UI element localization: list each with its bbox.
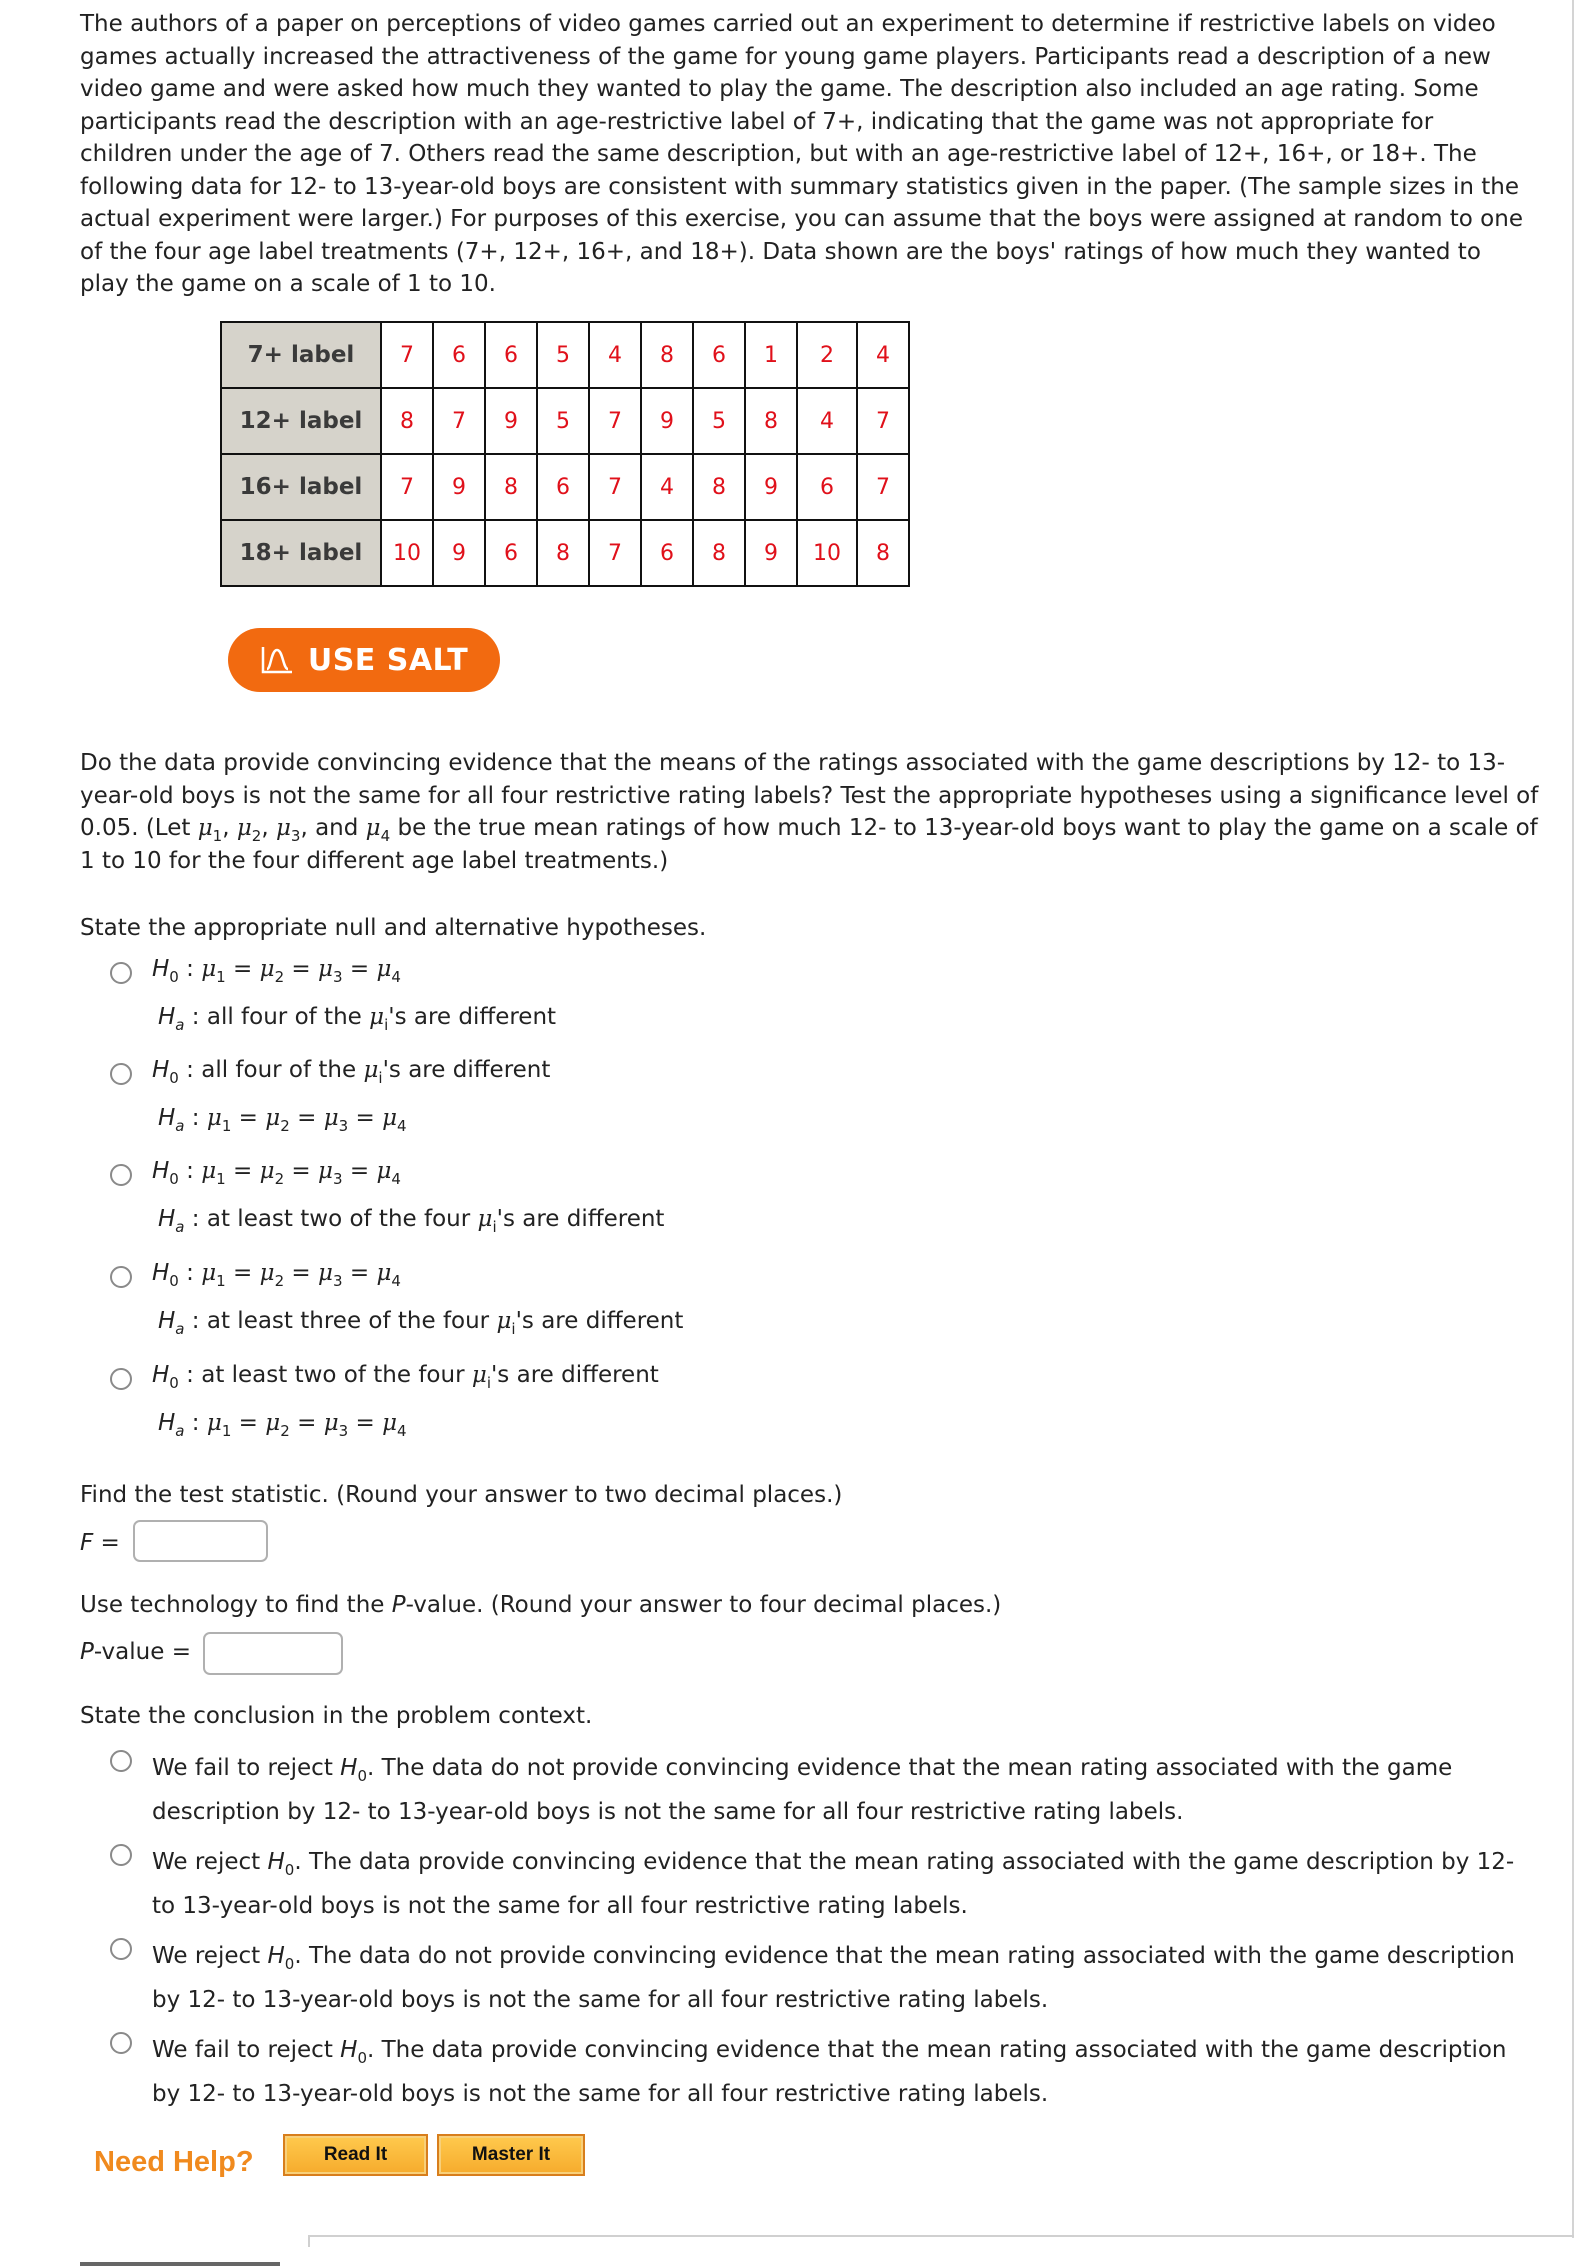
conclusion-prompt: State the conclusion in the problem context.: [80, 1703, 593, 1729]
table-cell: 6: [797, 454, 857, 520]
h0-text: at least two of the four: [201, 1362, 465, 1388]
table-cell: 8: [693, 520, 745, 586]
row-label: 16+ label: [221, 454, 381, 520]
p-prompt-p: P: [391, 1592, 406, 1618]
radio-button[interactable]: [110, 1164, 132, 1186]
table-cell: 9: [745, 454, 797, 520]
h0-line: $H_0$ : $\mu_1 = \mu_2 = \mu_3 = \mu_4$: [152, 1260, 401, 1290]
table-cell: 7: [381, 454, 433, 520]
p-prompt-pre: Use technology to find the: [80, 1592, 392, 1618]
conclusion-text: We fail to reject $H_0$. The data do not provide convincing evidence that the mean rating associated with the game description by 12- to 13-year-old boys is not the same for all four restrictive rating labels.: [152, 1755, 1453, 1825]
table-cell: 4: [641, 454, 693, 520]
table-cell: 8: [745, 388, 797, 454]
h0-text-end: 's are different: [382, 1057, 551, 1083]
ha-text: at least two of the four: [206, 1206, 471, 1232]
table-cell: 6: [693, 322, 745, 388]
ha-line: $H_a$ : at least three of the four $\mu_i's$ are different: [158, 1308, 684, 1338]
p-value-input[interactable]: [203, 1632, 343, 1675]
use-salt-label: USE SALT: [307, 642, 469, 678]
radio-button[interactable]: [110, 1844, 132, 1866]
table-row: [221, 388, 909, 454]
ha-text-end: 's are different: [496, 1206, 665, 1232]
line1: . The data do not provide convincing evidence that the mean rating associated with the game description: [294, 1943, 1515, 1969]
table-cell: 6: [537, 454, 589, 520]
p-label-rest: -value =: [93, 1639, 191, 1665]
radio-button[interactable]: [110, 1368, 132, 1390]
radio-button[interactable]: [110, 1750, 132, 1772]
table-cell: 10: [381, 520, 433, 586]
table-cell: 8: [537, 520, 589, 586]
table-cell: 6: [433, 322, 485, 388]
next-panel-edge: [308, 2235, 1574, 2247]
table-cell: 4: [589, 322, 641, 388]
line1: . The data provide convincing evidence that the mean rating associated with the game description: [367, 2037, 1507, 2063]
f-label: F =: [80, 1530, 120, 1556]
table-cell: 5: [537, 388, 589, 454]
p-value-prompt: [80, 1589, 1001, 1622]
table-cell: 4: [797, 388, 857, 454]
table-row: [221, 322, 909, 388]
lead: We reject: [152, 1849, 268, 1875]
read-it-button[interactable]: Read It: [283, 2134, 428, 2176]
conclusion-text: We reject $H_0$. The data do not provide convincing evidence that the mean rating associated with the game description by 12- to 13-year-old boys is not the same for all four restrictive rating labels.: [152, 1943, 1515, 2013]
conclusion-text: We fail to reject $H_0$. The data provide convincing evidence that the mean rating associated with the game description by 12- to 13-year-old boys is not the same for all four restrictive rating labels.: [152, 2037, 1507, 2107]
table-cell: 8: [641, 322, 693, 388]
problem-intro: The authors of a paper on perceptions of video games carried out an experiment to determine if restrictive labels on video games actually increased the attractiveness of the game for young game players. Participants read a description of a new video game and were asked how much they wanted to play the game. The description also included an age rating. Some participants read the description with an age-restrictive label of 7+, indicating that the game was not appropriate for children under the age of 7. Others read the same description, but with an age-restrictive label of 12+, 16+, or 18+. The following data for 12- to 13-year-old boys are consistent with summary statistics given in the paper. (The sample sizes in the actual experiment were larger.) For purposes of this exercise, you can assume that the boys were assigned at random to one of the four age label treatments (7+, 12+, 16+, and 18+). Data shown are the boys' ratings of how much they wanted to play the game on a scale of 1 to 10.: [80, 11, 1523, 297]
table-cell: 7: [381, 322, 433, 388]
table-cell: 7: [433, 388, 485, 454]
line2: by 12- to 13-year-old boys is not the same for all four restrictive rating labels.: [152, 1987, 1049, 2013]
ha-text-end: 's are different: [515, 1308, 684, 1334]
need-help-label: Need Help?: [94, 2146, 254, 2178]
table-cell: 9: [433, 520, 485, 586]
question-part1: Do the data provide convincing evidence that the means of the ratings associated with the game descriptions by 12- to 13-year-old boys is not the same for all four restrictive rating labels? Test the appropriate hypotheses using a significance level of 0.05. (Let: [80, 750, 1539, 841]
h0-line: $H_0$ : $\mu_1 = \mu_2 = \mu_3 = \mu_4$: [152, 1158, 401, 1188]
ha-text: at least three of the four: [206, 1308, 490, 1334]
hypotheses-prompt: State the appropriate null and alternative hypotheses.: [80, 915, 707, 941]
ha-line: $H_a$ : $\mu_1 = \mu_2 = \mu_3 = \mu_4$: [158, 1105, 407, 1135]
lead: We fail to reject: [152, 2037, 341, 2063]
h0-line: $H_0$ : at least two of the four $\mu_i's$ are different: [152, 1362, 659, 1392]
table-cell: 7: [857, 454, 909, 520]
conclusion-text: We reject $H_0$. The data provide convincing evidence that the mean rating associated with the game description by 12- to 13-year-old boys is not the same for all four restrictive rating labels.: [152, 1849, 1515, 1919]
table-cell: 5: [693, 388, 745, 454]
use-salt-button[interactable]: [228, 628, 500, 692]
ha-line: $H_a$ : $\mu_1 = \mu_2 = \mu_3 = \mu_4$: [158, 1410, 407, 1440]
table-cell: 9: [641, 388, 693, 454]
question-part2: be the true mean ratings of how much 12- to 13-year-old boys want to play the game on a scale of 1 to 10 for the four different age label treatments.): [80, 815, 1538, 874]
row-label: 12+ label: [221, 388, 381, 454]
table-row: [221, 520, 909, 586]
row-label: 18+ label: [221, 520, 381, 586]
table-cell: 2: [797, 322, 857, 388]
h0-line: $H_0$ : $\mu_1 = \mu_2 = \mu_3 = \mu_4$: [152, 956, 401, 986]
table-cell: 9: [433, 454, 485, 520]
table-cell: 5: [537, 322, 589, 388]
table-cell: 7: [589, 520, 641, 586]
table-cell: 7: [589, 454, 641, 520]
radio-button[interactable]: [110, 1266, 132, 1288]
ha-text-end: 's are different: [388, 1004, 557, 1030]
lead: We reject: [152, 1943, 268, 1969]
table-cell: 7: [857, 388, 909, 454]
f-statistic-input[interactable]: [133, 1520, 268, 1562]
line2: by 12- to 13-year-old boys is not the same for all four restrictive rating labels.: [152, 2081, 1049, 2107]
p-prompt-post: -value. (Round your answer to four decimal places.): [405, 1592, 1002, 1618]
ha-text: all four of the: [206, 1004, 362, 1030]
lead: We fail to reject: [152, 1755, 341, 1781]
table-cell: 1: [745, 322, 797, 388]
p-value-label: [80, 1636, 191, 1669]
table-cell: 6: [485, 520, 537, 586]
table-cell: 8: [693, 454, 745, 520]
radio-button[interactable]: [110, 2032, 132, 2054]
table-cell: 6: [641, 520, 693, 586]
radio-button[interactable]: [110, 1063, 132, 1085]
h0-text: all four of the: [201, 1057, 357, 1083]
table-cell: 4: [857, 322, 909, 388]
table-cell: 7: [589, 388, 641, 454]
line1: . The data provide convincing evidence that the mean rating associated with the game description by 12-: [294, 1849, 1515, 1875]
master-it-button[interactable]: Master It: [437, 2134, 585, 2176]
page-right-border: [1572, 0, 1574, 2238]
line2: to 13-year-old boys is not the same for all four restrictive rating labels.: [152, 1893, 968, 1919]
question-text: Do the data provide convincing evidence that the means of the ratings associated with the game descriptions by 12- to 13-year-old boys is not the same for all four restrictive rating labels? Test the appropriate hypotheses using a significance level of 0.05. (Let $\mu_1$, $\mu_2$, $\mu_3$, and $\mu_4$ be the true mean ratings of how much 12- to 13-year-old boys want to play the game on a scale of 1 to 10 for the four different age label treatments.): [80, 750, 1539, 874]
line2: description by 12- to 13-year-old boys is not the same for all four restrictive rating labels.: [152, 1799, 1184, 1825]
table-row: [221, 454, 909, 520]
table-cell: 8: [381, 388, 433, 454]
h0-text-end: 's are different: [490, 1362, 659, 1388]
radio-button[interactable]: [110, 1938, 132, 1960]
table-cell: 6: [485, 322, 537, 388]
h0-line: $H_0$ : all four of the $\mu_i's$ are different: [152, 1057, 551, 1087]
distribution-curve-icon: [260, 645, 294, 675]
and-text: and: [315, 815, 359, 841]
bottom-bar: [80, 2262, 280, 2266]
table-cell: 10: [797, 520, 857, 586]
ha-line: $H_a$ : all four of the $\mu_i's$ are different: [158, 1004, 557, 1034]
table-cell: 9: [745, 520, 797, 586]
table-cell: 8: [485, 454, 537, 520]
table-cell: 9: [485, 388, 537, 454]
p-label-p: P: [80, 1639, 94, 1665]
row-label: 7+ label: [221, 322, 381, 388]
table-cell: 8: [857, 520, 909, 586]
line1: . The data do not provide convincing evidence that the mean rating associated with the game: [367, 1755, 1453, 1781]
test-statistic-prompt: Find the test statistic. (Round your answer to two decimal places.): [80, 1482, 843, 1508]
ratings-table: [220, 321, 910, 587]
ha-line: $H_a$ : at least two of the four $\mu_i's$ are different: [158, 1206, 665, 1236]
radio-button[interactable]: [110, 962, 132, 984]
